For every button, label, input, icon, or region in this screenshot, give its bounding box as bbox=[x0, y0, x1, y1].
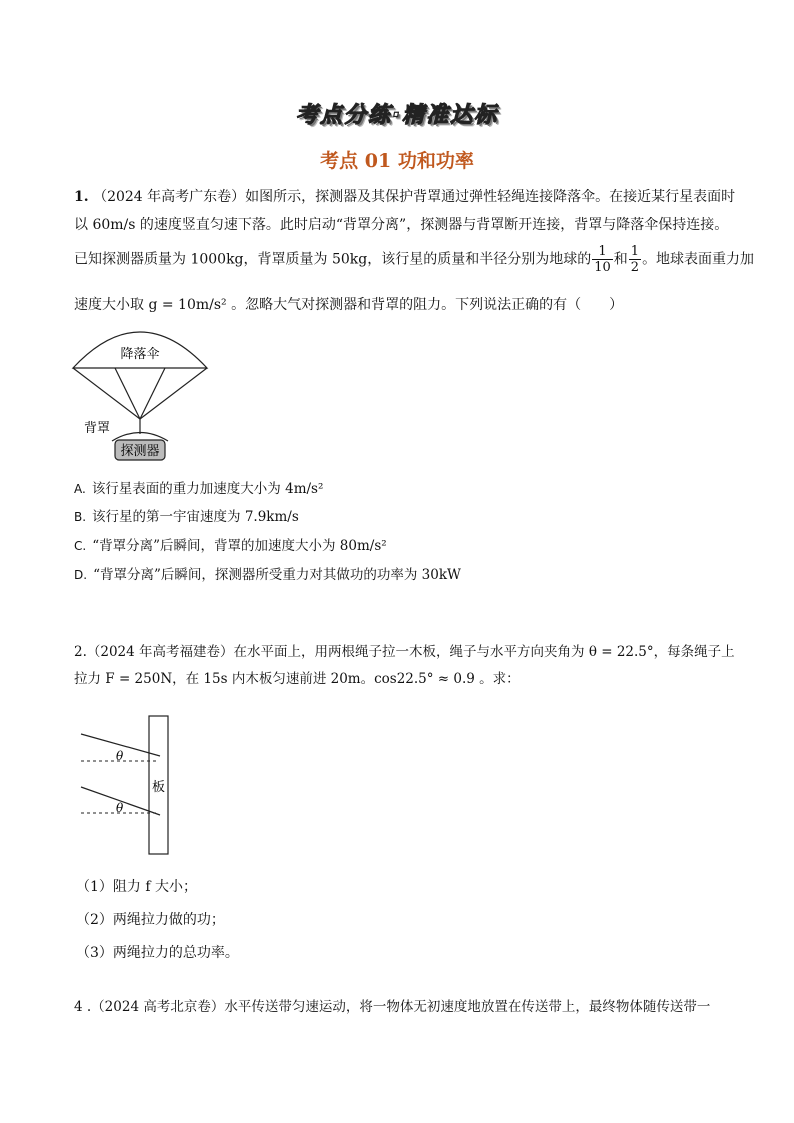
fraction-one-half: $\frac{1}{2}$ bbox=[630, 244, 640, 275]
fraction-one-tenth: $\frac{1}{10}$ bbox=[594, 244, 611, 275]
option-a: A. 该行星表面的重力加速度大小为 4m/s² bbox=[74, 481, 324, 497]
section-title: 考点 01 功和功率 bbox=[320, 150, 474, 172]
probe-label: 探测器 bbox=[120, 444, 160, 459]
q1-text-1: 如图所示，探测器及其保护背罩通过弹性轻绳连接降落伞。在接近某行星表面时 bbox=[245, 189, 736, 205]
q2-sub-3: （3）两绳拉力的总功率。 bbox=[76, 945, 239, 961]
q2-sub-2: （2）两绳拉力做的功； bbox=[76, 912, 225, 928]
q1-text-3a: 已知探测器质量为 1000kg，背罩质量为 50kg，该行星的质量和半径分别为地球的 bbox=[74, 251, 592, 268]
q1-source: （2024 年高考广东卷） bbox=[93, 189, 246, 205]
q1-number: 1. bbox=[74, 189, 89, 205]
q1-line-3 bbox=[74, 244, 754, 275]
board-label: 板 bbox=[151, 780, 166, 795]
theta-label-top: θ bbox=[116, 749, 124, 763]
banner-title: 考点分练·精准达标 bbox=[295, 103, 499, 128]
q1-and: 和 bbox=[613, 251, 628, 268]
option-b: B. 该行星的第一宇宙速度为 7.9km/s bbox=[74, 509, 299, 525]
cover-label: 背罩 bbox=[83, 421, 111, 436]
board-figure bbox=[76, 712, 176, 858]
parachute-figure bbox=[70, 326, 220, 466]
q1-line-2: 以 60m/s 的速度竖直匀速下落。此时启动“背罩分离”，探测器与背罩断开连接，背罩与降落伞保持连接。 bbox=[74, 217, 729, 233]
option-d: D. “背罩分离”后瞬间，探测器所受重力对其做功的功率为 30kW bbox=[74, 567, 461, 583]
q2-line-1: 2.（2024 年高考福建卷）在水平面上，用两根绳子拉一木板，绳子与水平方向夹角为 θ = 22.5°，每条绳子上 bbox=[74, 644, 735, 660]
q1-line-4: 速度大小取 g = 10m/s² 。忽略大气对探测器和背罩的阻力。下列说法正确的有（ ） bbox=[74, 297, 624, 313]
q2-sub-1: （1）阻力 f 大小； bbox=[76, 879, 197, 895]
option-c: C. “背罩分离”后瞬间，背罩的加速度大小为 80m/s² bbox=[74, 538, 387, 554]
q2-line-2: 拉力 F = 250N，在 15s 内木板匀速前进 20m。cos22.5° ≈ 0.9 。求： bbox=[74, 671, 520, 687]
q1-text-3b: 。地球表面重力加 bbox=[642, 251, 755, 268]
q4-line-1: 4 .（2024 高考北京卷）水平传送带匀速运动，将一物体无初速度地放置在传送带上，最终物体随传送带一 bbox=[74, 999, 711, 1015]
q1-line-1 bbox=[74, 186, 735, 206]
parachute-label: 降落伞 bbox=[120, 347, 160, 362]
theta-label-bottom: θ bbox=[116, 801, 124, 815]
